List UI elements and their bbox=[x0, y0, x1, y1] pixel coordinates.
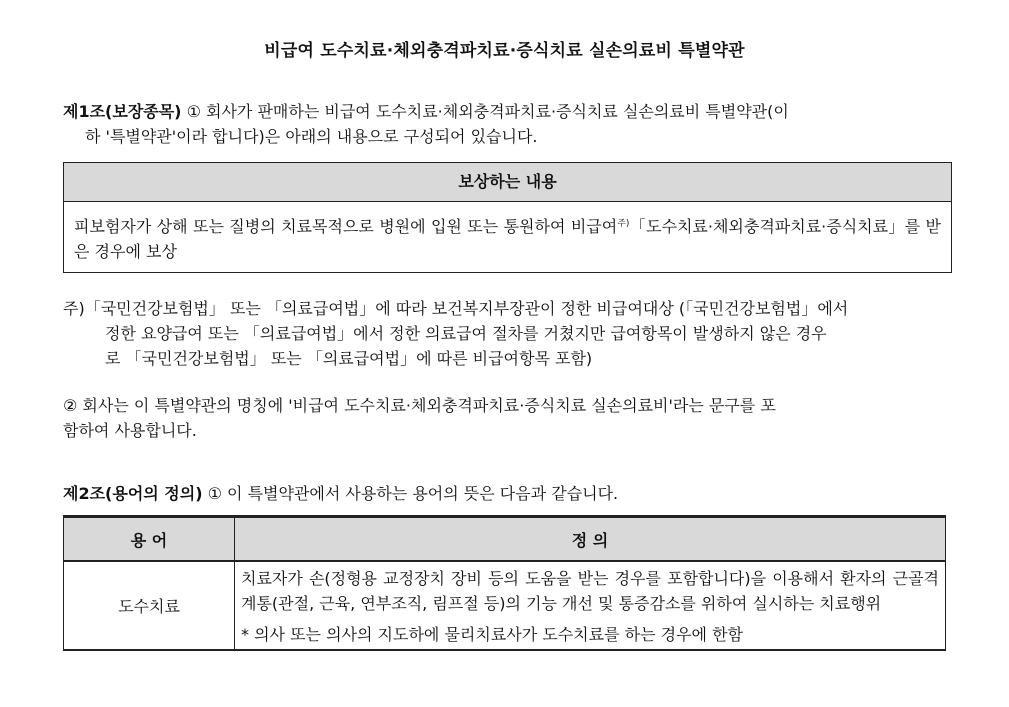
table-row bbox=[64, 561, 946, 650]
article2-intro bbox=[63, 481, 953, 506]
definition-text: 치료자가 손(정형용 교정장치 장비 등의 도움을 받는 경우를 포함합니다)을 이용해서 환자의 근골격계통(관절, 근육, 연부조직, 림프절 등)의 기능 개선 및 통증감소를 위하여 실시하는 치료행위 bbox=[241, 569, 939, 613]
coverage-box-body bbox=[64, 202, 951, 272]
article1-para1-line1: ① 회사가 판매하는 비급여 도수치료·체외충격파치료·증식치료 실손의료비 특별약관(이 bbox=[186, 102, 789, 121]
article1-paragraph1 bbox=[63, 99, 953, 149]
article1-para2-line2: 함하여 사용합니다. bbox=[63, 421, 197, 440]
footnote-line3: 로 「국민건강보험법」 또는 「의료급여법」에 따른 비급여항목 포함) bbox=[105, 349, 593, 368]
terms-table bbox=[63, 515, 946, 651]
footnote-line1: 주)「국민건강보험법」 또는 「의료급여법」에 따라 보건복지부장관이 정한 비급여대상 (「국민건강보험법」에서 bbox=[63, 299, 849, 318]
coverage-text-before: 피보험자가 상해 또는 질병의 치료목적으로 병원에 입원 또는 통원하여 비급여 bbox=[74, 217, 618, 236]
article1-heading: 제1조(보장종목) bbox=[63, 102, 182, 121]
column-header-term: 용 어 bbox=[64, 517, 235, 562]
article1-paragraph2 bbox=[63, 393, 953, 443]
definition-note: * 의사 또는 의사의 지도하에 물리치료사가 도수치료를 하는 경우에 한함 bbox=[241, 625, 743, 644]
article2-heading: 제2조(용어의 정의) bbox=[63, 484, 203, 503]
definition-cell bbox=[235, 561, 946, 650]
article1-para2-line1: ② 회사는 이 특별약관의 명칭에 '비급여 도수치료·체외충격파치료·증식치료 실손의료비'라는 문구를 포 bbox=[63, 396, 776, 415]
coverage-box-header: 보상하는 내용 bbox=[64, 163, 951, 202]
column-header-definition: 정 의 bbox=[235, 517, 946, 562]
terms-table-header-row bbox=[64, 517, 946, 562]
term-cell: 도수치료 bbox=[64, 561, 235, 650]
footnote-line2: 정한 요양급여 또는 「의료급여법」에서 정한 의료급여 절차를 거쳤지만 급여항목이 발생하지 않은 경우 bbox=[105, 324, 827, 343]
article1-para1-line2: 하 '특별약관'이라 합니다)은 아래의 내용으로 구성되어 있습니다. bbox=[85, 127, 538, 146]
article2-intro-text: ① 이 특별약관에서 사용하는 용어의 뜻은 다음과 같습니다. bbox=[207, 484, 619, 503]
coverage-text-after: 「도수치료·체외충격파치료·증식치료」를 받은 경우에 보상 bbox=[74, 217, 942, 261]
footnote-marker: 주) bbox=[617, 219, 630, 229]
article1-line1 bbox=[63, 99, 953, 124]
coverage-box bbox=[63, 162, 952, 273]
document-title: 비급여 도수치료·체외충격파치료·증식치료 실손의료비 특별약관 bbox=[264, 41, 745, 61]
footnote bbox=[63, 296, 953, 371]
